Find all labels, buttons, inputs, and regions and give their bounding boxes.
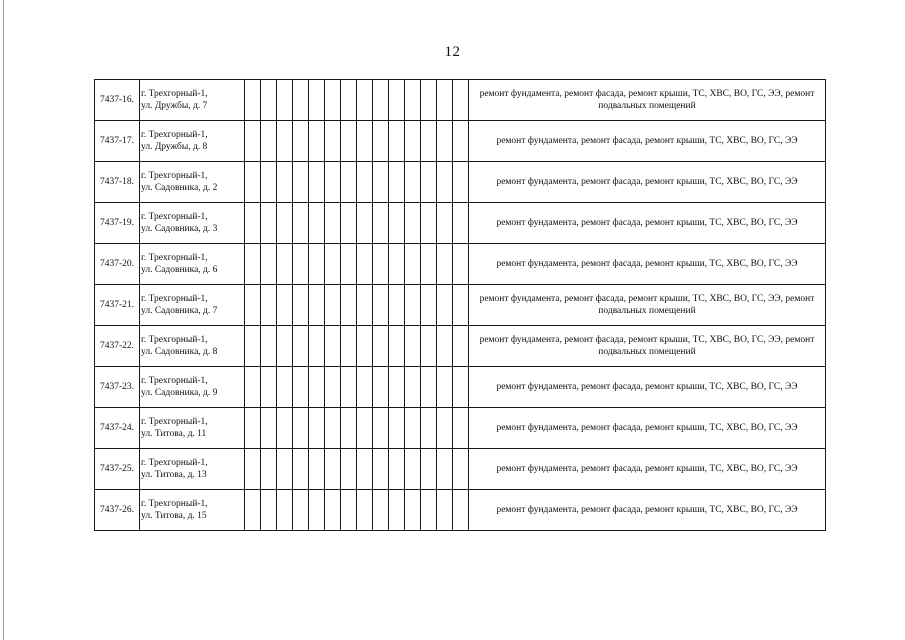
address-street: ул. Садовника, д. 9 — [141, 388, 218, 398]
empty-cell — [405, 203, 421, 244]
empty-cell — [309, 367, 325, 408]
empty-cell — [293, 285, 309, 326]
empty-cell — [405, 162, 421, 203]
table-row — [95, 490, 826, 531]
table-body — [95, 80, 826, 531]
empty-cell — [261, 326, 277, 367]
page-number: 12 — [444, 44, 461, 60]
row-number-cell: 7437-26. — [95, 490, 140, 531]
empty-cell — [277, 490, 293, 531]
row-number-cell: 7437-20. — [95, 244, 140, 285]
row-number-cell: 7437-24. — [95, 408, 140, 449]
empty-cell — [341, 80, 357, 121]
empty-cell — [341, 490, 357, 531]
empty-cell — [357, 367, 373, 408]
empty-cell — [309, 449, 325, 490]
empty-cell — [261, 162, 277, 203]
empty-cell — [357, 408, 373, 449]
empty-cell — [261, 203, 277, 244]
empty-cell — [373, 449, 389, 490]
empty-cell — [261, 408, 277, 449]
empty-cell — [309, 203, 325, 244]
address-cell — [140, 121, 245, 162]
table-row — [95, 80, 826, 121]
address-cell — [140, 285, 245, 326]
address-city: г. Трехгорный-1, — [141, 376, 208, 386]
table-row — [95, 203, 826, 244]
empty-cell — [373, 80, 389, 121]
empty-cell — [437, 408, 453, 449]
empty-cell — [437, 367, 453, 408]
address-cell — [140, 80, 245, 121]
address-street: ул. Садовника, д. 6 — [141, 265, 218, 275]
empty-cell — [261, 367, 277, 408]
empty-cell — [373, 367, 389, 408]
empty-cell — [437, 449, 453, 490]
empty-cell — [277, 326, 293, 367]
address-city: г. Трехгорный-1, — [141, 499, 208, 509]
empty-cell — [277, 203, 293, 244]
empty-cell — [245, 203, 261, 244]
empty-cell — [437, 80, 453, 121]
empty-cell — [261, 244, 277, 285]
empty-cell — [309, 285, 325, 326]
works-cell: ремонт фундамента, ремонт фасада, ремонт крыши, ТС, ХВС, ВО, ГС, ЭЭ, ремонт подвальных помещений — [469, 326, 826, 367]
row-number-cell: 7437-19. — [95, 203, 140, 244]
table-row — [95, 121, 826, 162]
works-cell: ремонт фундамента, ремонт фасада, ремонт крыши, ТС, ХВС, ВО, ГС, ЭЭ, ремонт подвальных помещений — [469, 285, 826, 326]
empty-cell — [341, 285, 357, 326]
address-cell — [140, 162, 245, 203]
address-city: г. Трехгорный-1, — [141, 458, 208, 468]
address-city: г. Трехгорный-1, — [141, 171, 208, 181]
empty-cell — [405, 449, 421, 490]
address-cell — [140, 326, 245, 367]
works-cell: ремонт фундамента, ремонт фасада, ремонт крыши, ТС, ХВС, ВО, ГС, ЭЭ — [469, 162, 826, 203]
empty-cell — [421, 490, 437, 531]
empty-cell — [341, 203, 357, 244]
empty-cell — [309, 80, 325, 121]
empty-cell — [325, 162, 341, 203]
empty-cell — [421, 203, 437, 244]
address-street: ул. Титова, д. 13 — [141, 470, 207, 480]
empty-cell — [277, 285, 293, 326]
row-number-cell: 7437-18. — [95, 162, 140, 203]
empty-cell — [261, 285, 277, 326]
address-cell — [140, 203, 245, 244]
works-cell: ремонт фундамента, ремонт фасада, ремонт крыши, ТС, ХВС, ВО, ГС, ЭЭ — [469, 367, 826, 408]
empty-cell — [277, 449, 293, 490]
empty-cell — [357, 285, 373, 326]
empty-cell — [421, 244, 437, 285]
empty-cell — [277, 162, 293, 203]
empty-cell — [293, 367, 309, 408]
address-city: г. Трехгорный-1, — [141, 417, 208, 427]
empty-cell — [245, 408, 261, 449]
empty-cell — [277, 408, 293, 449]
empty-cell — [373, 408, 389, 449]
empty-cell — [389, 121, 405, 162]
address-cell — [140, 408, 245, 449]
empty-cell — [389, 326, 405, 367]
address-city: г. Трехгорный-1, — [141, 130, 208, 140]
empty-cell — [389, 408, 405, 449]
empty-cell — [421, 449, 437, 490]
empty-cell — [325, 490, 341, 531]
empty-cell — [437, 121, 453, 162]
empty-cell — [325, 285, 341, 326]
empty-cell — [453, 80, 469, 121]
empty-cell — [325, 326, 341, 367]
empty-cell — [421, 367, 437, 408]
works-cell: ремонт фундамента, ремонт фасада, ремонт крыши, ТС, ХВС, ВО, ГС, ЭЭ — [469, 121, 826, 162]
table-row — [95, 408, 826, 449]
row-number-cell: 7437-22. — [95, 326, 140, 367]
address-cell — [140, 244, 245, 285]
empty-cell — [309, 490, 325, 531]
row-number-cell: 7437-23. — [95, 367, 140, 408]
empty-cell — [245, 367, 261, 408]
empty-cell — [453, 203, 469, 244]
empty-cell — [325, 203, 341, 244]
empty-cell — [309, 162, 325, 203]
empty-cell — [453, 367, 469, 408]
empty-cell — [277, 244, 293, 285]
empty-cell — [421, 326, 437, 367]
empty-cell — [341, 449, 357, 490]
empty-cell — [405, 490, 421, 531]
address-street: ул. Садовника, д. 7 — [141, 306, 218, 316]
works-cell: ремонт фундамента, ремонт фасада, ремонт крыши, ТС, ХВС, ВО, ГС, ЭЭ — [469, 449, 826, 490]
empty-cell — [421, 285, 437, 326]
empty-cell — [293, 490, 309, 531]
empty-cell — [405, 326, 421, 367]
empty-cell — [245, 285, 261, 326]
empty-cell — [389, 80, 405, 121]
empty-cell — [293, 162, 309, 203]
empty-cell — [293, 449, 309, 490]
empty-cell — [325, 367, 341, 408]
empty-cell — [373, 244, 389, 285]
empty-cell — [453, 162, 469, 203]
address-street: ул. Дружбы, д. 8 — [141, 142, 208, 152]
empty-cell — [437, 162, 453, 203]
empty-cell — [293, 80, 309, 121]
works-cell: ремонт фундамента, ремонт фасада, ремонт крыши, ТС, ХВС, ВО, ГС, ЭЭ — [469, 244, 826, 285]
empty-cell — [277, 367, 293, 408]
empty-cell — [437, 285, 453, 326]
address-city: г. Трехгорный-1, — [141, 212, 208, 222]
empty-cell — [341, 408, 357, 449]
empty-cell — [261, 490, 277, 531]
works-cell: ремонт фундамента, ремонт фасада, ремонт крыши, ТС, ХВС, ВО, ГС, ЭЭ, ремонт подвальных помещений — [469, 80, 826, 121]
empty-cell — [389, 162, 405, 203]
empty-cell — [405, 244, 421, 285]
table-row — [95, 449, 826, 490]
empty-cell — [437, 203, 453, 244]
empty-cell — [357, 449, 373, 490]
empty-cell — [437, 244, 453, 285]
table-row — [95, 326, 826, 367]
empty-cell — [373, 326, 389, 367]
row-number-cell: 7437-25. — [95, 449, 140, 490]
empty-cell — [341, 367, 357, 408]
works-cell: ремонт фундамента, ремонт фасада, ремонт крыши, ТС, ХВС, ВО, ГС, ЭЭ — [469, 408, 826, 449]
empty-cell — [389, 285, 405, 326]
empty-cell — [405, 80, 421, 121]
empty-cell — [325, 244, 341, 285]
empty-cell — [341, 162, 357, 203]
empty-cell — [325, 449, 341, 490]
empty-cell — [389, 449, 405, 490]
page-edge-line — [3, 0, 4, 640]
empty-cell — [373, 203, 389, 244]
empty-cell — [453, 285, 469, 326]
empty-cell — [357, 162, 373, 203]
empty-cell — [389, 490, 405, 531]
empty-cell — [341, 326, 357, 367]
empty-cell — [357, 490, 373, 531]
row-number-cell: 7437-16. — [95, 80, 140, 121]
empty-cell — [245, 326, 261, 367]
empty-cell — [421, 80, 437, 121]
address-cell — [140, 449, 245, 490]
empty-cell — [405, 408, 421, 449]
empty-cell — [389, 203, 405, 244]
empty-cell — [277, 121, 293, 162]
empty-cell — [421, 408, 437, 449]
empty-cell — [309, 121, 325, 162]
empty-cell — [405, 285, 421, 326]
address-street: ул. Титова, д. 11 — [141, 429, 207, 439]
empty-cell — [309, 244, 325, 285]
empty-cell — [341, 121, 357, 162]
table-row — [95, 244, 826, 285]
empty-cell — [373, 162, 389, 203]
empty-cell — [389, 367, 405, 408]
address-street: ул. Садовника, д. 3 — [141, 224, 218, 234]
empty-cell — [245, 162, 261, 203]
empty-cell — [325, 80, 341, 121]
row-number-cell: 7437-17. — [95, 121, 140, 162]
empty-cell — [309, 326, 325, 367]
address-city: г. Трехгорный-1, — [141, 294, 208, 304]
empty-cell — [373, 285, 389, 326]
empty-cell — [293, 244, 309, 285]
empty-cell — [245, 80, 261, 121]
empty-cell — [453, 326, 469, 367]
empty-cell — [389, 244, 405, 285]
works-cell: ремонт фундамента, ремонт фасада, ремонт крыши, ТС, ХВС, ВО, ГС, ЭЭ — [469, 490, 826, 531]
address-street: ул. Садовника, д. 8 — [141, 347, 218, 357]
empty-cell — [325, 121, 341, 162]
empty-cell — [357, 244, 373, 285]
empty-cell — [421, 121, 437, 162]
empty-cell — [405, 367, 421, 408]
address-street: ул. Титова, д. 15 — [141, 511, 207, 521]
address-cell — [140, 367, 245, 408]
works-cell: ремонт фундамента, ремонт фасада, ремонт крыши, ТС, ХВС, ВО, ГС, ЭЭ — [469, 203, 826, 244]
address-cell — [140, 490, 245, 531]
address-city: г. Трехгорный-1, — [141, 89, 208, 99]
empty-cell — [245, 490, 261, 531]
empty-cell — [453, 408, 469, 449]
housing-repair-table — [94, 79, 826, 531]
empty-cell — [453, 244, 469, 285]
empty-cell — [453, 449, 469, 490]
address-street: ул. Садовника, д. 2 — [141, 183, 218, 193]
empty-cell — [453, 490, 469, 531]
empty-cell — [293, 326, 309, 367]
empty-cell — [293, 203, 309, 244]
empty-cell — [373, 490, 389, 531]
empty-cell — [245, 244, 261, 285]
address-street: ул. Дружбы, д. 7 — [141, 101, 208, 111]
empty-cell — [421, 162, 437, 203]
empty-cell — [453, 121, 469, 162]
address-city: г. Трехгорный-1, — [141, 335, 208, 345]
empty-cell — [405, 121, 421, 162]
empty-cell — [245, 449, 261, 490]
empty-cell — [293, 121, 309, 162]
empty-cell — [341, 244, 357, 285]
empty-cell — [357, 326, 373, 367]
table-row — [95, 285, 826, 326]
empty-cell — [437, 490, 453, 531]
empty-cell — [357, 203, 373, 244]
empty-cell — [277, 80, 293, 121]
empty-cell — [325, 408, 341, 449]
empty-cell — [357, 121, 373, 162]
empty-cell — [437, 326, 453, 367]
table-row — [95, 367, 826, 408]
empty-cell — [261, 121, 277, 162]
address-city: г. Трехгорный-1, — [141, 253, 208, 263]
table-row — [95, 162, 826, 203]
empty-cell — [293, 408, 309, 449]
empty-cell — [261, 80, 277, 121]
row-number-cell: 7437-21. — [95, 285, 140, 326]
empty-cell — [309, 408, 325, 449]
empty-cell — [357, 80, 373, 121]
empty-cell — [373, 121, 389, 162]
empty-cell — [245, 121, 261, 162]
empty-cell — [261, 449, 277, 490]
